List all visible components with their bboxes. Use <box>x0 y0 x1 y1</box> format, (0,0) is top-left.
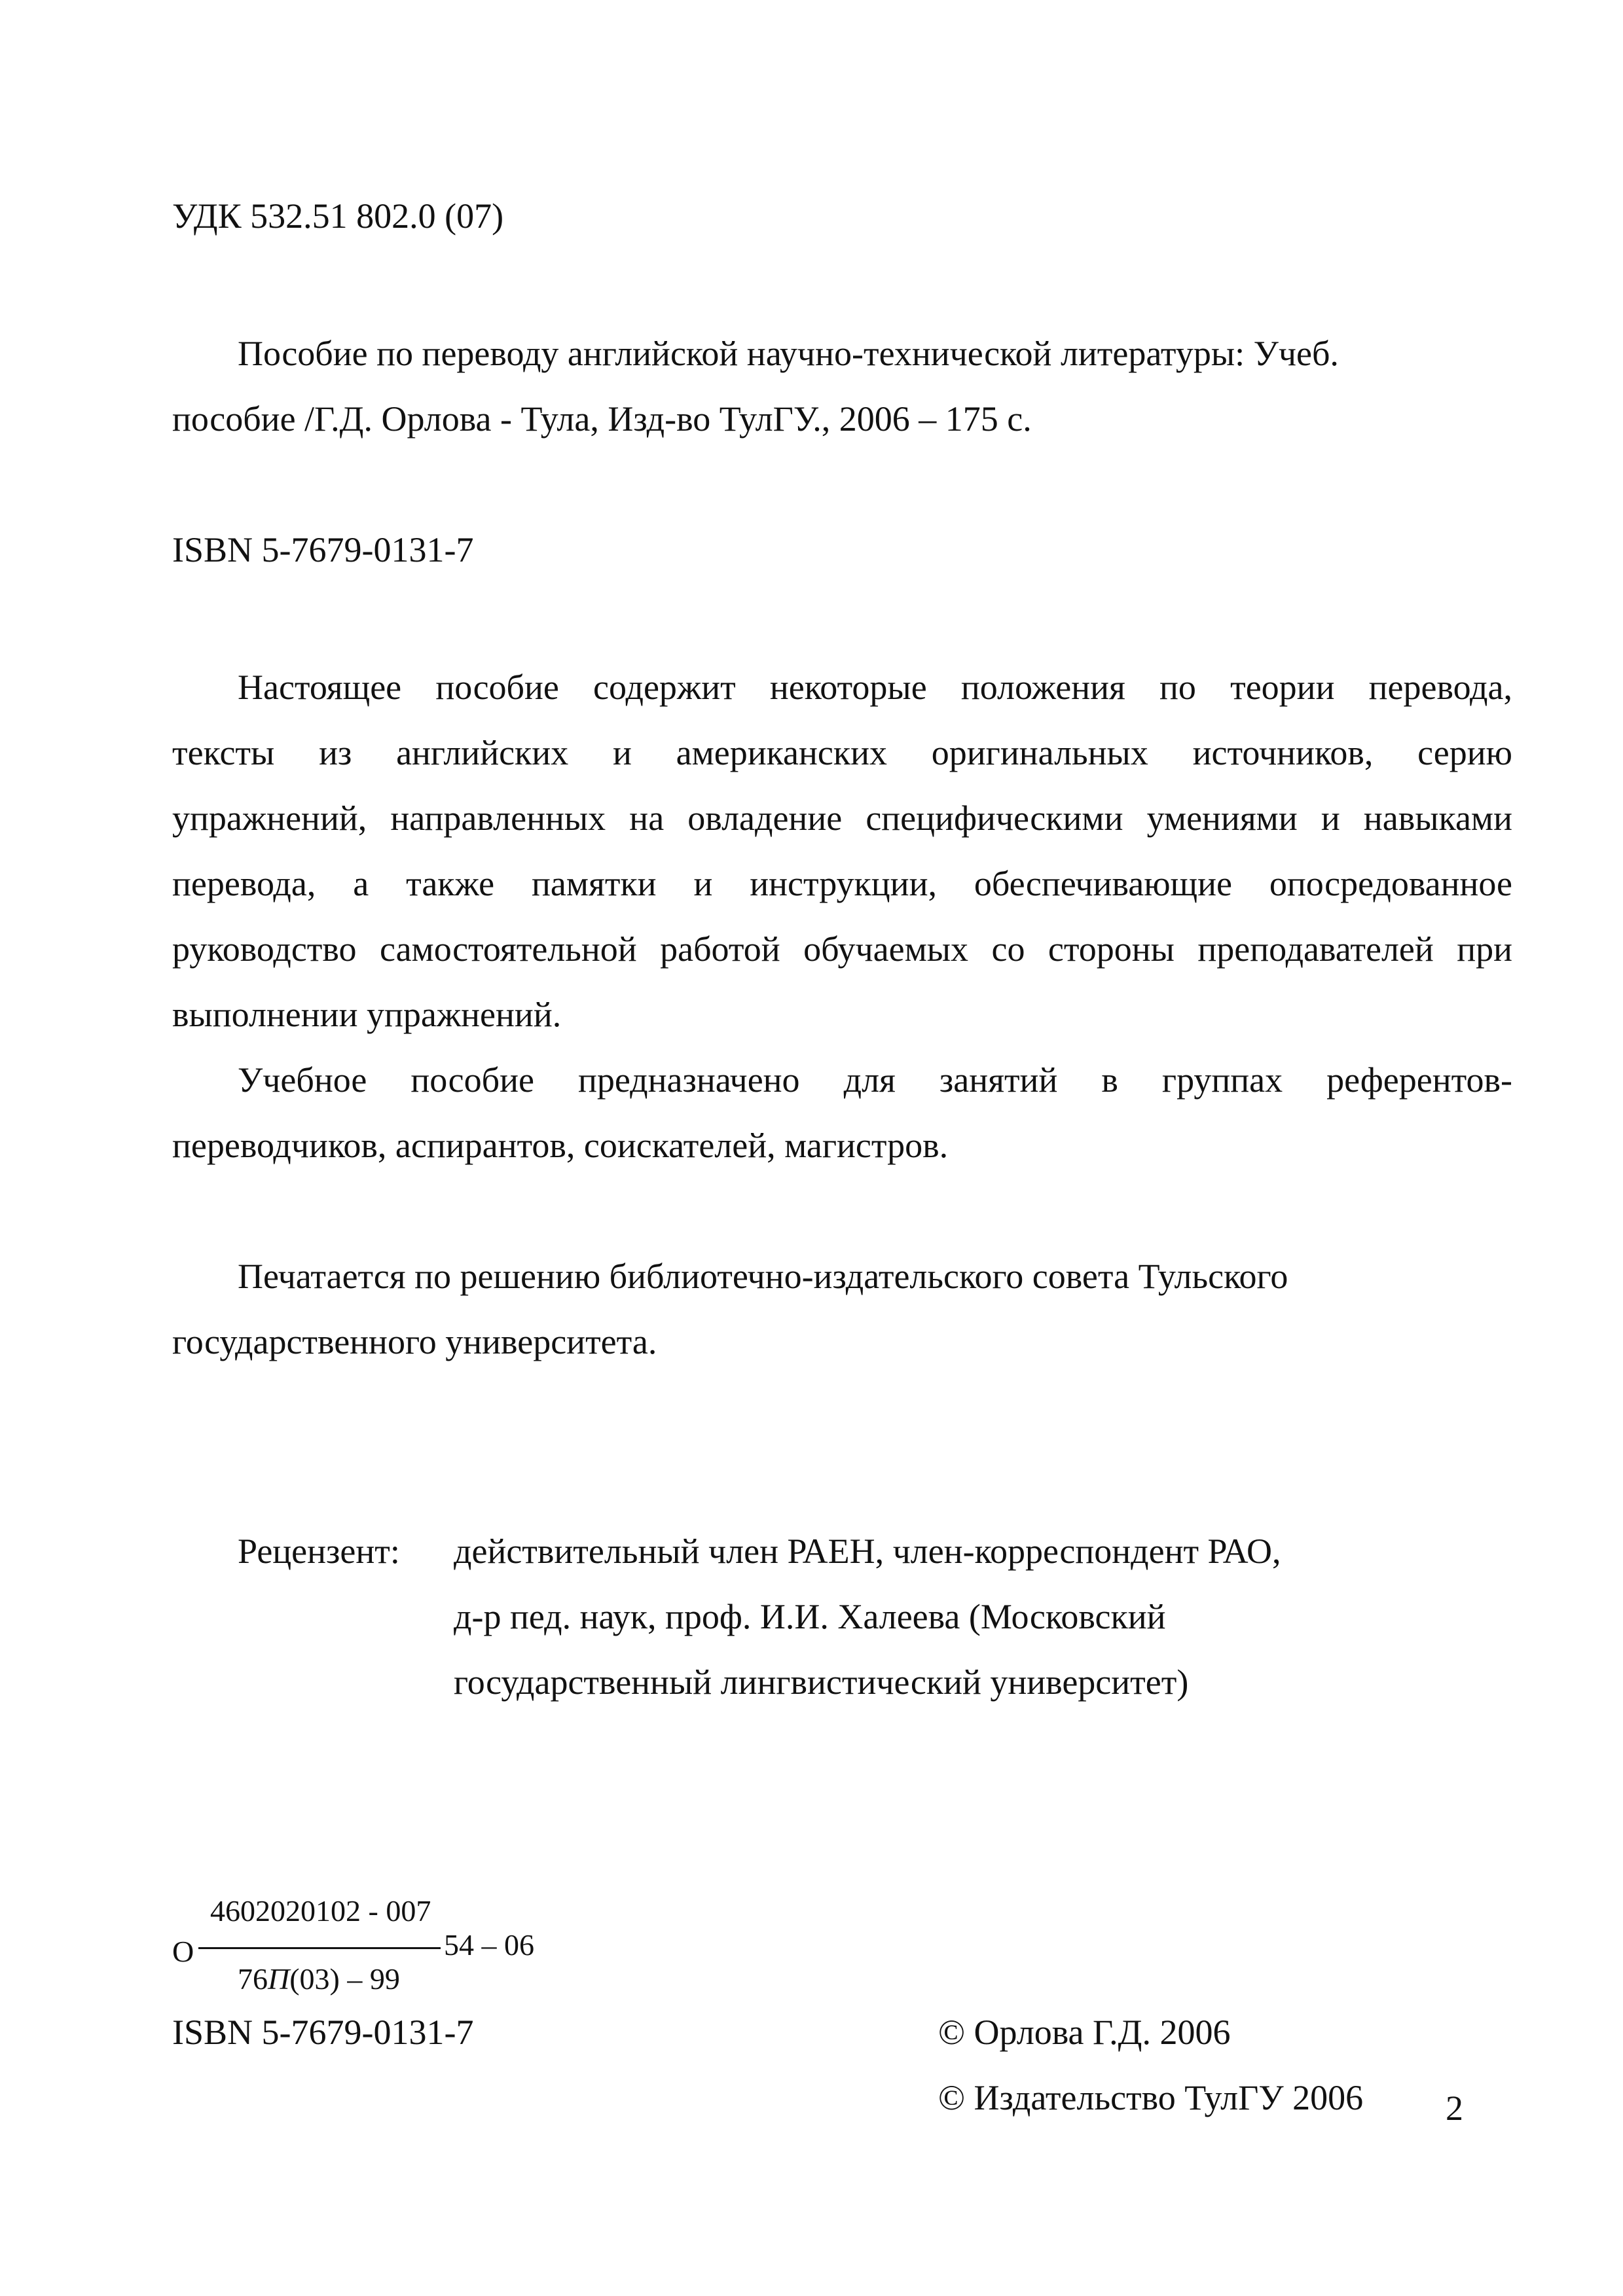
copyright-author: © Орлова Г.Д. 2006 <box>938 2013 1231 2052</box>
bibliographic-line-1: Пособие по переводу английской научно-технической литературы: Учеб. <box>238 334 1339 373</box>
isbn-top: ISBN 5-7679-0131-7 <box>172 530 474 569</box>
abstract-line: тексты из английских и американских оригинальных источников, серию <box>172 733 1512 772</box>
abstract-line: упражнений, направленных на овладение специфическими умениями и навыками <box>172 798 1512 838</box>
abstract-line: Настоящее пособие содержит некоторые положения по теории перевода, <box>238 668 1512 707</box>
formula-denominator: 76П(03) – 99 <box>238 1962 400 1996</box>
formula-tail: 54 – 06 <box>444 1928 534 1962</box>
formula-numerator: 4602020102 - 007 <box>210 1894 431 1928</box>
abstract-line-last: выполнении упражнений. <box>172 995 562 1034</box>
abstract-line: перевода, а также памятки и инструкции, обеспечивающие опосредованное <box>172 864 1512 903</box>
formula-fraction <box>198 1888 604 2006</box>
reviewer-line-2: д-р пед. наук, проф. И.И. Халеева (Московский <box>454 1597 1166 1636</box>
abstract-line: руководство самостоятельной работой обучаемых со стороны преподавателей при <box>172 929 1512 969</box>
publication-note-line-2: государственного университета. <box>172 1322 657 1361</box>
publication-note-line-1: Печатается по решению библиотечно-издательского совета Тульского <box>238 1257 1288 1296</box>
isbn-bottom: ISBN 5-7679-0131-7 <box>172 2013 474 2052</box>
fraction-bar <box>198 1947 441 1949</box>
purpose-line-last: переводчиков, аспирантов, соискателей, магистров. <box>172 1126 949 1165</box>
copyright-publisher: © Издательство ТулГУ 2006 <box>938 2078 1364 2117</box>
reviewer-line-1: действительный член РАЕН, член-корреспондент РАО, <box>454 1532 1281 1571</box>
formula-lead: О <box>172 1935 194 1968</box>
page-number: 2 <box>1446 2089 1463 2128</box>
reviewer-label: Рецензент: <box>238 1532 400 1571</box>
bibliographic-line-2: пособие /Г.Д. Орлова - Тула, Изд-во ТулГУ., 2006 – 175 с. <box>172 399 1032 439</box>
udc-code: УДК 532.51 802.0 (07) <box>172 196 504 236</box>
purpose-line: Учебное пособие предназначено для занятий в группах референтов- <box>238 1060 1512 1100</box>
catalog-formula <box>172 1888 630 2013</box>
reviewer-line-3: государственный лингвистический университет) <box>454 1662 1189 1702</box>
